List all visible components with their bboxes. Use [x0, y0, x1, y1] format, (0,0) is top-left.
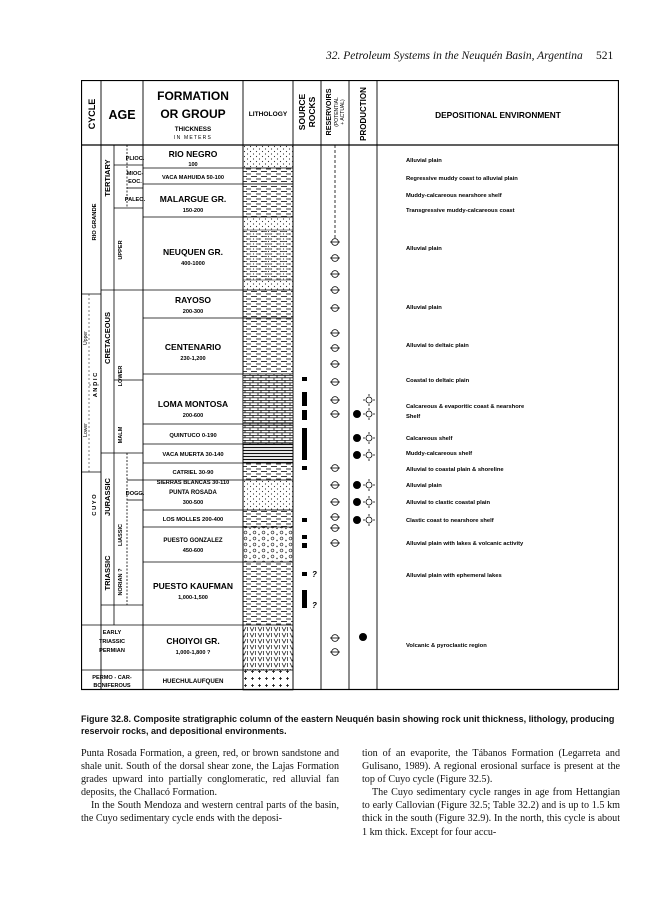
production-dot-1: [353, 410, 360, 417]
age-column: [92, 145, 145, 689]
system-jurassic: JURASSIC: [103, 478, 112, 516]
env-15: Alluvial to clastic coastal plain: [406, 500, 491, 506]
reservoir-symbol-9: [330, 379, 340, 386]
gas-symbol-6: [363, 496, 375, 508]
header-reservoirs-2: (POTENTIAL: [334, 97, 340, 127]
unit-punta-rosada: PUNTA ROSADA: [169, 490, 217, 496]
paragraph: In the South Mendoza and western central parts of the basin, the Cuyo sedimentary cycle ends with the deposi-: [81, 800, 339, 825]
unit-neuquen: NEUQUEN GR.: [163, 247, 223, 257]
series-norian: NORIAN ?: [118, 568, 124, 596]
unit-rayoso-thick: 200-300: [182, 309, 204, 315]
system-tertiary: TERTIARY: [103, 159, 112, 197]
series-liassic: LIASSIC: [118, 523, 124, 547]
env-16: Clastic coast to nearshore shelf: [406, 518, 494, 524]
unit-puesto-kaufman-thick: 1,000-1,500: [178, 595, 208, 601]
series-paleo: PALEO.: [124, 197, 146, 203]
unit-punta-rosada-thick: 300-500: [182, 500, 204, 506]
body-column-left: [81, 747, 339, 826]
header-cycle: CYCLE: [87, 98, 97, 130]
formation-column: [143, 149, 243, 685]
header-thickness-2: IN METERS: [173, 135, 213, 141]
unit-malargue-thick: 150-200: [182, 208, 204, 214]
unit-loma-montosa-thick: 200-600: [182, 413, 204, 419]
env-17: Alluvial plain with lakes & volcanic activity: [406, 541, 524, 547]
reservoir-symbol-11: [330, 411, 340, 418]
header-lithology: LITHOLOGY: [248, 111, 288, 118]
env-12: Muddy-calcareous shelf: [406, 451, 473, 457]
unit-vaca-mahuida: VACA MAHUIDA 50-100: [162, 175, 224, 181]
unit-rio-negro: RIO NEGRO: [168, 149, 218, 159]
unit-puesto-kaufman: PUESTO KAUFMAN: [152, 581, 234, 591]
production-dot-4: [353, 481, 360, 488]
reservoir-symbol-19: [330, 649, 340, 656]
environment-column: [406, 158, 525, 649]
header-reservoirs-3: + ACTUAL): [340, 99, 346, 125]
reservoir-symbol-7: [330, 345, 340, 352]
header-source: SOURCE: [297, 93, 307, 131]
series-lower: LOWER: [118, 365, 124, 387]
production-dot-3: [353, 451, 360, 458]
unit-catriel: CATRIEL 30-90: [172, 470, 214, 476]
gas-symbol-5: [363, 479, 375, 491]
series-upper: UPPER: [118, 240, 124, 260]
reservoir-symbol-6: [330, 330, 340, 337]
paragraph: The Cuyo sedimentary cycle ranges in age from Hettangian to early Callovian (Figure 32.5; Table 32.2) and is up to 1.5 km thick in the south (Figure 32.9). In the north, this cycle is about 1 km thick. Except for four accu-: [362, 787, 620, 838]
env-11: Calcareous shelf: [406, 436, 453, 442]
series-mioc: MIOC-: [126, 171, 144, 177]
header-source-2: ROCKS: [307, 96, 317, 128]
lithology-column: [243, 145, 293, 690]
andic-upper: Upper: [83, 331, 89, 345]
reservoir-symbol-1: [330, 239, 340, 246]
header-reservoirs: RESERVOIRS: [324, 88, 333, 136]
production-dot-7: [359, 633, 366, 640]
system-cretaceous: CRETACEOUS: [103, 312, 112, 364]
age-triassic: TRIASSIC: [98, 639, 126, 645]
unit-neuquen-thick: 400-1000: [181, 261, 205, 267]
env-18: Alluvial plain with ephemeral lakes: [406, 573, 502, 579]
figure-caption: Figure 32.8. Composite stratigraphic column of the eastern Neuquén basin showing rock unit thickness, lithology, producing reservoir rocks, and depositional environments.: [81, 714, 615, 736]
reservoir-symbol-17: [330, 540, 340, 547]
unit-malargue: MALARGUE GR.: [159, 194, 227, 204]
env-1: Alluvial plain: [406, 158, 442, 164]
age-permian: PERMIAN: [99, 648, 125, 654]
header-formation: FORMATION: [157, 89, 229, 103]
query-mark: ?: [312, 570, 317, 579]
env-7: Alluvial to deltaic plain: [406, 343, 469, 349]
query-mark-2: ?: [312, 601, 317, 610]
header-production: PRODUCTION: [359, 87, 368, 141]
gas-symbol-2: [363, 408, 375, 420]
source-rock-bars: [302, 377, 317, 610]
gas-symbol-3: [363, 432, 375, 444]
reservoir-symbol-3: [330, 271, 340, 278]
header-environment: DEPOSITIONAL ENVIRONMENT: [435, 110, 561, 120]
body-column-right: [362, 747, 620, 839]
reservoir-symbol-18: [330, 635, 340, 642]
production-dot-5: [353, 498, 360, 505]
env-5: Alluvial plain: [406, 246, 442, 252]
gas-symbol-7: [363, 514, 375, 526]
unit-choiyoi: CHOIYOI GR.: [166, 636, 220, 646]
unit-centenario: CENTENARIO: [164, 342, 222, 352]
series-malm: MALM: [118, 426, 124, 444]
gas-symbol-4: [363, 449, 375, 461]
running-title: 32. Petroleum Systems in the Neuquén Basin, Argentina: [326, 50, 583, 62]
unit-huechulaufquen: HUECHULAUFQUEN: [162, 678, 224, 685]
series-eoc: EOC.: [128, 179, 142, 185]
andic-lower: Lower: [83, 423, 89, 437]
env-8: Coastal to deltaic plain: [406, 378, 470, 384]
unit-centenario-thick: 230-1,200: [180, 356, 206, 362]
unit-choiyoi-thick: 1,000-1,800 ?: [175, 650, 211, 656]
unit-puesto-gonzalez-thick: 450-600: [182, 548, 204, 554]
system-triassic: TRIASSIC: [103, 555, 112, 591]
age-permo: PERMO - CAR-: [92, 675, 132, 681]
header-formation-2: OR GROUP: [160, 107, 226, 121]
gas-symbol-1: [363, 394, 375, 406]
env-3: Muddy-calcareous nearshore shelf: [406, 193, 502, 199]
env-9: Calcareous & evaporitic coast & nearshore: [406, 404, 525, 410]
unit-sierras-blancas: SIERRAS BLANCAS 30-110: [156, 480, 230, 486]
unit-rio-negro-thick: 100: [188, 162, 198, 168]
reservoir-symbol-4: [330, 287, 340, 294]
stratigraphic-figure: [81, 80, 619, 708]
reservoir-symbol-5: [330, 305, 340, 312]
production-dot-2: [353, 434, 360, 441]
cycle-column: [81, 203, 243, 670]
env-4: Transgressive muddy-calcareous coast: [406, 208, 515, 214]
env-19: Volcanic & pyroclastic region: [406, 643, 487, 649]
unit-puesto-gonzalez: PUESTO GONZALEZ: [163, 538, 223, 544]
unit-vaca-muerta: VACA MUERTA 30-140: [162, 452, 224, 458]
reservoir-symbol-2: [330, 255, 340, 262]
age-boniferous: BONIFEROUS: [93, 683, 131, 689]
reservoir-symbol-13: [330, 482, 340, 489]
env-14: Alluvial plain: [406, 483, 442, 489]
reservoir-symbol-14: [330, 499, 340, 506]
cycle-rio-grande: RIO GRANDE: [92, 203, 98, 241]
reservoir-symbol-12: [330, 465, 340, 472]
page-number: 521: [596, 50, 614, 62]
env-2: Regressive muddy coast to alluvial plain: [406, 176, 518, 182]
reservoir-symbol-10: [330, 397, 340, 404]
header-age: AGE: [108, 108, 136, 122]
env-6: Alluvial plain: [406, 305, 442, 311]
env-13: Alluvial to coastal plain & shoreline: [406, 467, 504, 473]
cycle-andic: A N D I C: [93, 372, 99, 398]
age-early: EARLY: [102, 630, 122, 636]
reservoir-symbol-8: [330, 361, 340, 368]
reservoir-symbol-15: [330, 514, 340, 521]
cycle-cuyo: C U Y O: [92, 494, 98, 516]
reservoir-column: [330, 145, 340, 655]
series-dogg: DOGG.: [125, 491, 145, 497]
env-10: Shelf: [406, 414, 421, 420]
reservoir-symbol-16: [330, 525, 340, 532]
header-thickness: THICKNESS: [174, 126, 212, 133]
series-plioc: PLIOC.: [125, 156, 145, 162]
unit-quintuco: QUINTUCO 0-190: [169, 433, 217, 439]
paragraph: Punta Rosada Formation, a green, red, or brown sandstone and shale unit. South of the dorsal shear zone, the Lajas Formation grades upward into partially conglomeratic, red alluvial fan deposits, the Challacó Formation.: [81, 748, 339, 799]
unit-los-molles: LOS MOLLES 200-400: [162, 517, 224, 523]
production-dot-6: [353, 516, 360, 523]
unit-rayoso: RAYOSO: [174, 295, 212, 305]
production-column: [353, 394, 375, 641]
table-frame: [81, 80, 619, 690]
paragraph: tion of an evaporite, the Tábanos Formation (Legarreta and Gulisano, 1989). A regional erosional surface is present at the top of Cuyo cycle (Figure 32.5).: [362, 748, 620, 786]
unit-loma-montosa: LOMA MONTOSA: [157, 399, 229, 409]
